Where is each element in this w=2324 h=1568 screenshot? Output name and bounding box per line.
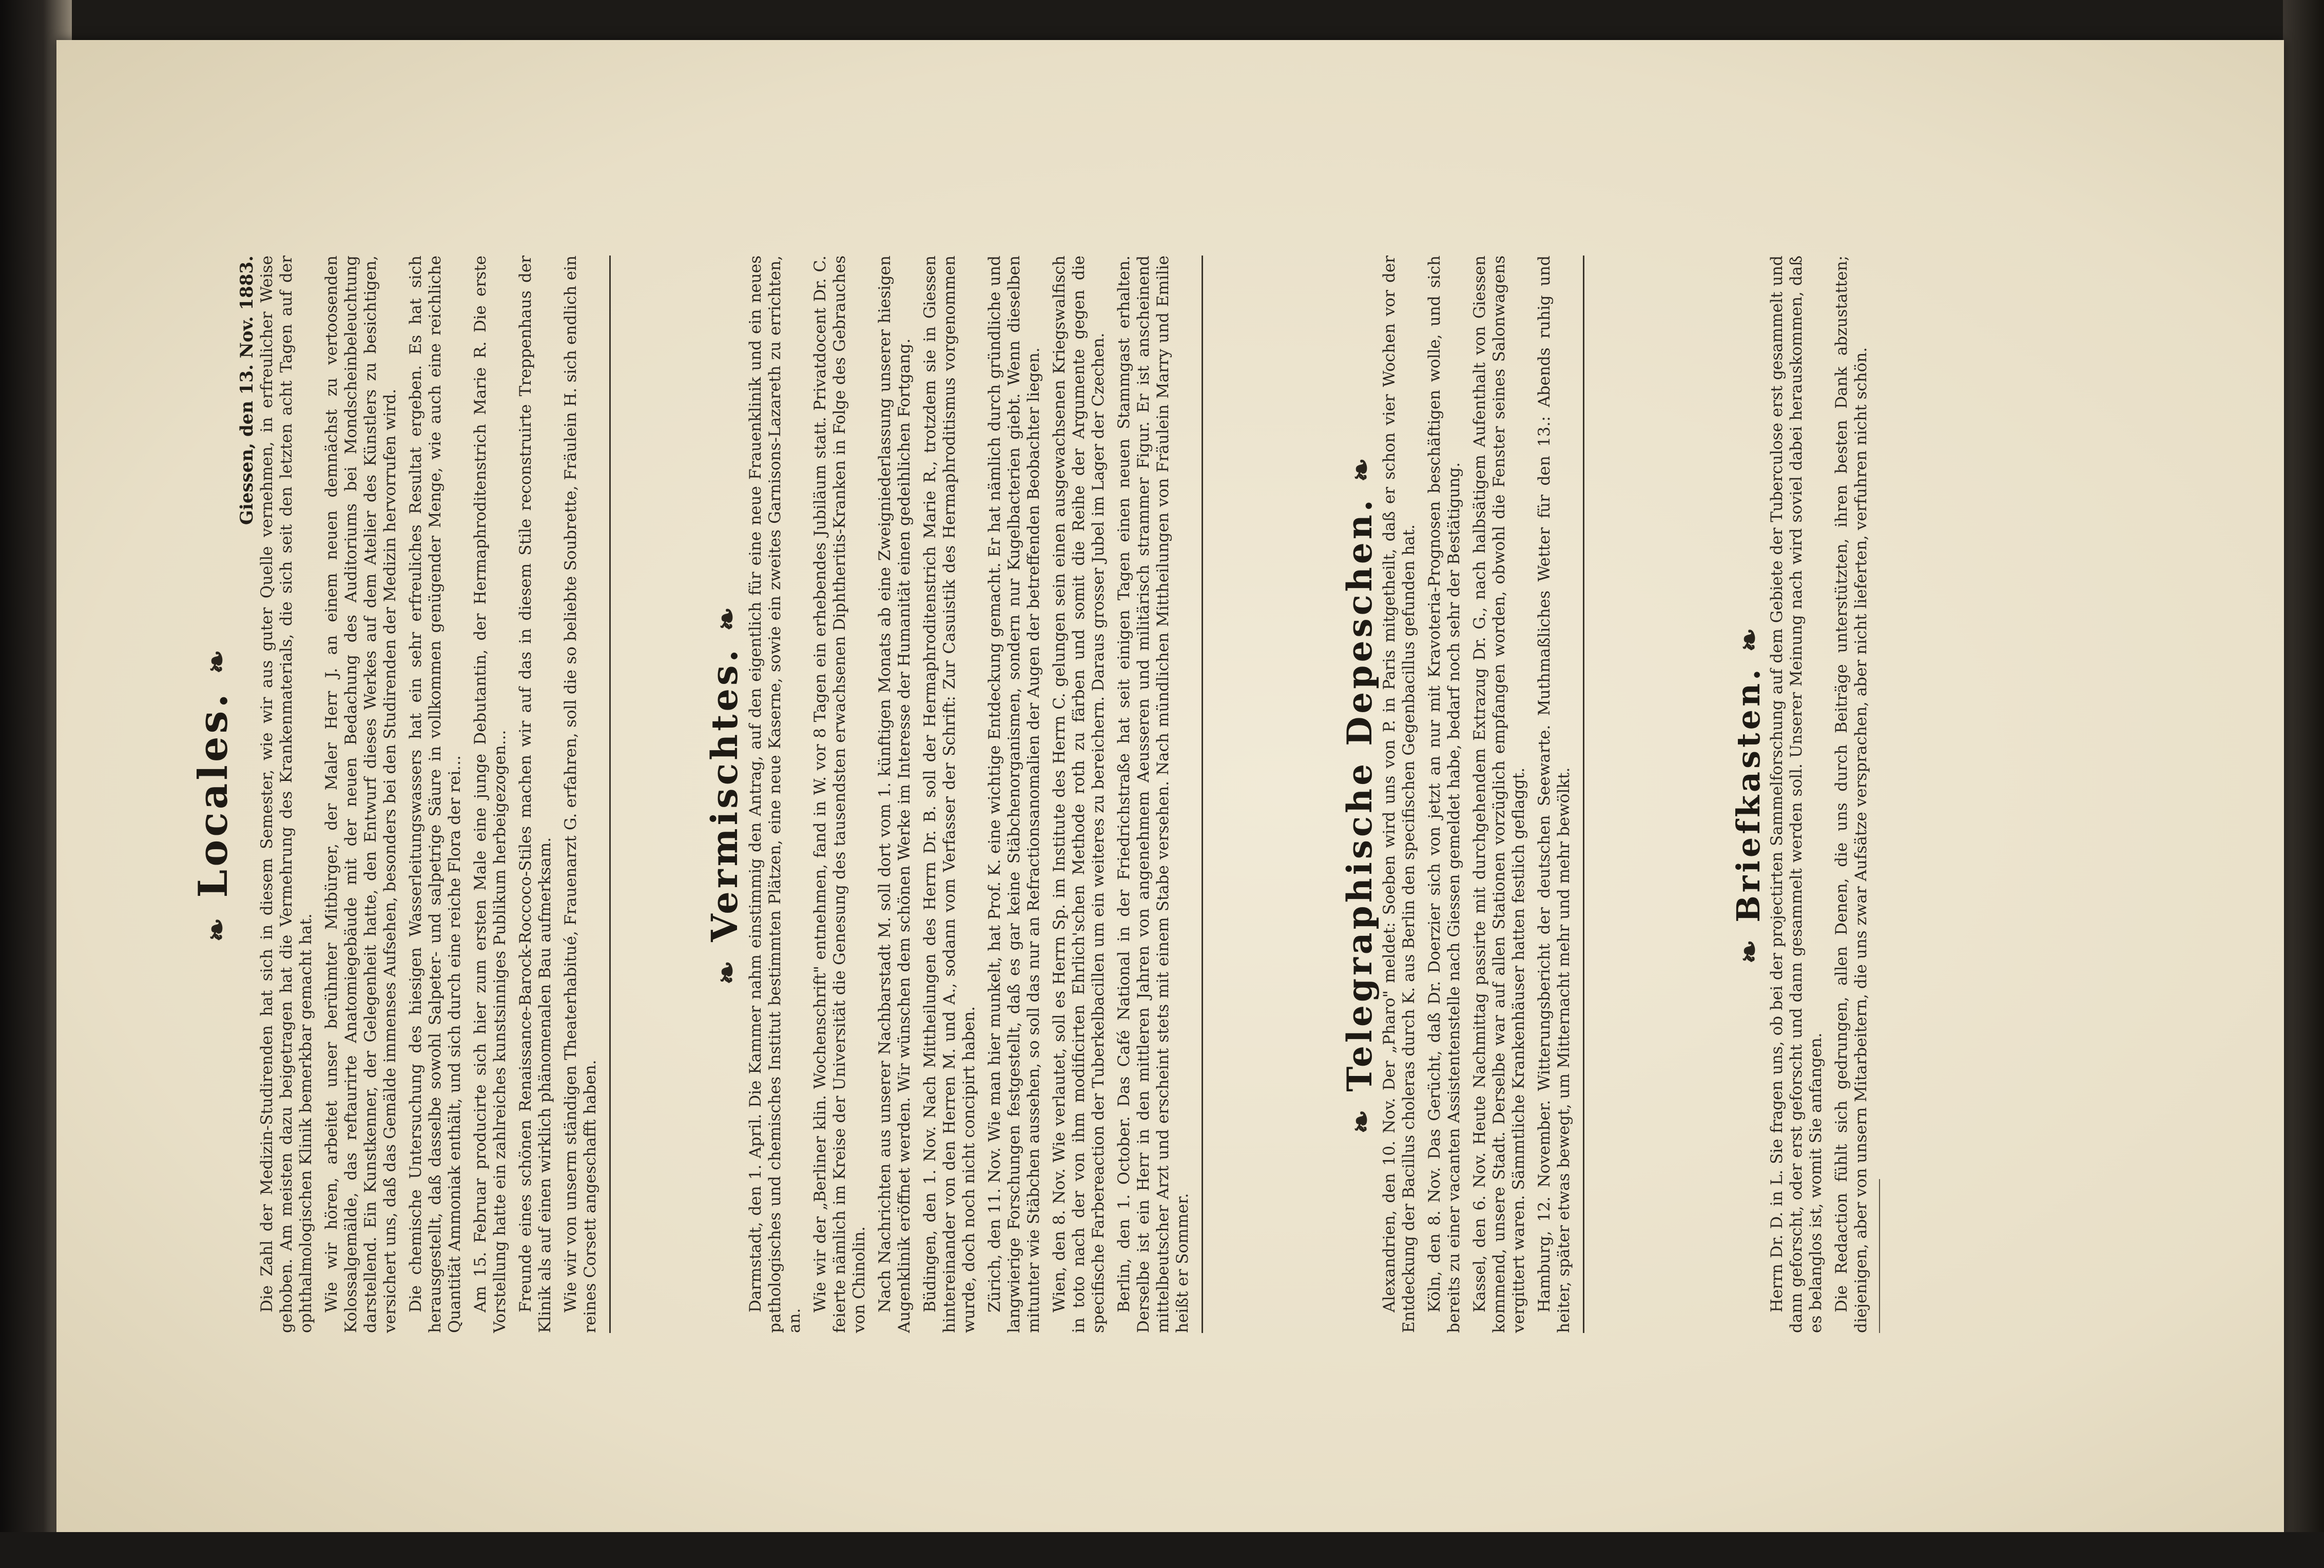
section-telegraphische-depeschen [1340,256,1594,1333]
paragraph: Alexandrien, den 10. Nov. Der „Pharo" meldet: Soeben wird uns von P. in Paris mitgetheilt, daß er schon vier Wochen vor der Entdeckung der Bacillus choleras durch K. aus Berlin den specifischen Gegenbacillus gefunden hat. [1380,256,1418,1333]
ornament-icon: ❧ [1345,1106,1379,1134]
divider [1202,256,1203,1333]
newspaper-page [56,40,2284,1538]
ornament-icon: ❧ [1345,455,1379,482]
background-bottom [0,1532,2324,1568]
paragraph: Nach Nachrichten aus unserer Nachbarstadt M. soll dort vom 1. künftigen Monats ab eine Zweigniederlassung unserer hiesigen Augenklinik eröffnet werden. Wir wünschen dem schönen Werke im Interesse der Humanität einen gedeihlichen Fortgang. [876,256,914,1333]
ornament-icon: ❧ [710,957,744,985]
section-locales [190,256,620,1333]
paragraph: Wie wir der „Berliner klin. Wochenschrift" entnehmen, fand in W. vor 8 Tagen ein erhebendes Jubiläum statt. Privatdocent Dr. C. feierte nämlich im Kreise der Universität die Genesung des tausendsten erwachsenen Diphtheritis-Kranken in Folge des Gebrauches von Chinolin. [811,256,868,1333]
paragraph: Die Zahl der Medizin-Studirenden hat sich in diesem Semester, wie wir aus guter Quelle vernehmen, in erfreulicher Weise gehoben. Am meisten dazu beigetragen hat die Vermehrung des Krankenmaterials, die sich seit den letzten acht Tagen auf der ophthalmologischen Klinik bemerkbar gemacht hat. [258,256,315,1333]
paragraph: Zürich, den 11. Nov. Wie man hier munkelt, hat Prof. K. eine wichtige Entdeckung gemacht. Er hat nämlich durch gründliche und langwierige Forschungen festgestellt, daß es gar keine Stäbchenorganismen, sondern nur Kugelbacterien giebt. Wenn dieselben mitunter wie Stäbchen aussehen, so soll das nur an Refractionsanomalien der Augen der betreffenden Beobachter liegen. [985,256,1043,1333]
paragraph: Freunde eines schönen Renaissance-Barock-Roccoco-Stiles machen wir auf das in diesem Stile reconstruirte Treppenhaus der Klinik als auf einen wirklich phänomenalen Bau aufmerksam. [516,256,554,1333]
ornament-icon: ❧ [200,646,234,674]
divider [609,256,611,1333]
section-title: Vermischtes. [703,646,746,942]
paragraph: Köln, den 8. Nov. Das Gerücht, daß Dr. Doerzier sich von jetzt an nur mit Kravoteria-Prognosen beschäftigen wolle, und sich bereits zu einer vacanten Assistentenstelle nach Giessen gemeldet habe, bedarf noch sehr der Bestätigung. [1425,256,1463,1333]
section-vermischtes [703,256,1212,1333]
paragraph: Hamburg, 12. November. Witterungsbericht der deutschen Seewarte. Muthmaßliches Wetter für den 13.: Abends ruhig und heiter, später etwas bewegt, um Mitternacht mehr und mehr bewölkt. [1535,256,1573,1333]
section-title: Telegraphische Depeschen. [1340,497,1380,1092]
paragraph: Büdingen, den 1. Nov. Nach Mittheilungen des Herrn Dr. B. soll der Hermaphroditenstrich Marie R., trotzdem sie in Giessen hintereinander von den Herren M. und A., sodann vom Verfasser der Schrift: Zur Casuistik des Hermaphroditismus vorgenommen wurde, doch noch nicht concipirt haben. [921,256,978,1333]
ornament-icon: ❧ [1733,624,1767,652]
section-briefkasten [1730,256,1888,1333]
section-title: Briefkasten. [1730,666,1767,923]
paragraph: Wien, den 8. Nov. Wie verlautet, soll es Herrn Sp. im Institute des Herrn C. gelungen sein einen ausgewachsenen Kriegswalfisch in toto nach der von ihm modificirten Ehrlich'schen Methode roth zu färben und somit die Reihe der Argumente gegen die specifische Farbereaction der Tuberkelbacillen um ein weiteres zu bereichern. Daraus grosser Jubel im Lager der Czechen. [1050,256,1108,1333]
paragraph: Die Redaction fühlt sich gedrungen, allen Denen, die uns durch Beiträge unterstützten, ihren besten Dank abzustatten; diejenigen, aber von unsern Mitarbeitern, die uns zwar Aufsätze versprachen, aber nicht lieferten, verfuhren nicht schön. [1832,256,1870,1333]
section-title: Locales. [190,691,237,898]
paragraph: Wie wir von unserm ständigen Theaterhabitué, Frauenarzt G. erfahren, soll die so beliebte Soubrette, Fräulein H. sich endlich ein reines Corsett angeschafft haben. [561,256,599,1333]
paragraph: Herrn Dr. D. in L. Sie fragen uns, ob bei der projectirten Sammelforschung auf dem Gebiete der Tuberculose erst gesammelt und dann geforscht, oder erst geforscht und dann gesammelt werden soll. Unserer Meinung nach wird soviel dabei herauskommen, daß es belanglos ist, womit Sie anfangen. [1768,256,1825,1333]
paragraph: Darmstadt, den 1. April. Die Kammer nahm einstimmig den Antrag, auf den eigentlich für eine neue Frauenklinik und ein neues pathologisches und chemisches Institut bestimmten Plätzen, eine neue Kaserne, sowie ein zweites Garnisons-Lazareth zu errichten, an. [746,256,804,1333]
ornament-icon: ❧ [1733,936,1767,964]
paragraph: Am 15. Februar producirte sich hier zum ersten Male eine junge Debutantin, der Hermaphroditenstrich Marie R. Die erste Vorstellung hatte ein zahlreiches kunstsinniges Publikum herbeigezogen... [471,256,509,1333]
ornament-icon: ❧ [200,914,234,942]
paragraph: Berlin, den 1. October. Das Café National in der Friedrichstraße hat seit einigen Tagen einen neuen Stammgast erhalten. Derselbe ist ein Herr in den mittleren Jahren von angenehmem Aeusseren und militärisch strammer Figur. Er ist anscheinend mittelbeutscher Arzt und erscheint stets mit einem Stabe versehen. Nach mündlichen Mittheilungen von Fräulein Marry und Emilie heißt er Sommer. [1115,256,1192,1333]
paragraph: Die chemische Untersuchung des hiesigen Wasserleitungswassers hat ein sehr erfreuliches Resultat ergeben. Es hat sich herausgestellt, daß dasselbe sowohl Salpeter- und salpetrige Säure in vollkommen genügender Menge, wie auch eine reichliche Quantität Ammoniak enthält, und sich durch eine reiche Flora der rei... [406,256,464,1333]
divider [1583,256,1584,1333]
ornament-icon: ❧ [710,603,744,631]
rotated-text-block [190,256,2324,1333]
paragraph: Kassel, den 6. Nov. Heute Nachmittag passirte mit durchgehendem Extrazug Dr. G., nach halbsätigem Aufenthalt von Giessen kommend, unsere Stadt. Derselbe war auf allen Stationen vorzüglich empfangen worden, obwohl die Fenster seines Salonwagens vergittert waren. Sämmtliche Krankenhäuser hatten festlich geflaggt. [1470,256,1528,1333]
paragraph: Wie wir hören, arbeitet unser berühmter Mitbürger, der Maler Herr J. an einem neuen demnächst zu vertoosenden Kolossalgemälde, das reftaurirte Anatomiegebäude mit der neuen Bedachung des Auditoriums bei Mondscheinbeleuchtung darstellend. Ein Kunstkenner, der Gelegenheit hatte, den Entwurf dieses Werkes auf dem Atelier des Künstlers zu besichtigen, versichert uns, daß das Gemälde immenses Aufsehen, besonders bei den Studirenden der Medizin hervorrufen wird. [322,256,399,1333]
divider [1879,1179,1880,1333]
dateline: Giessen, den 13. Nov. 1883. [237,256,257,525]
